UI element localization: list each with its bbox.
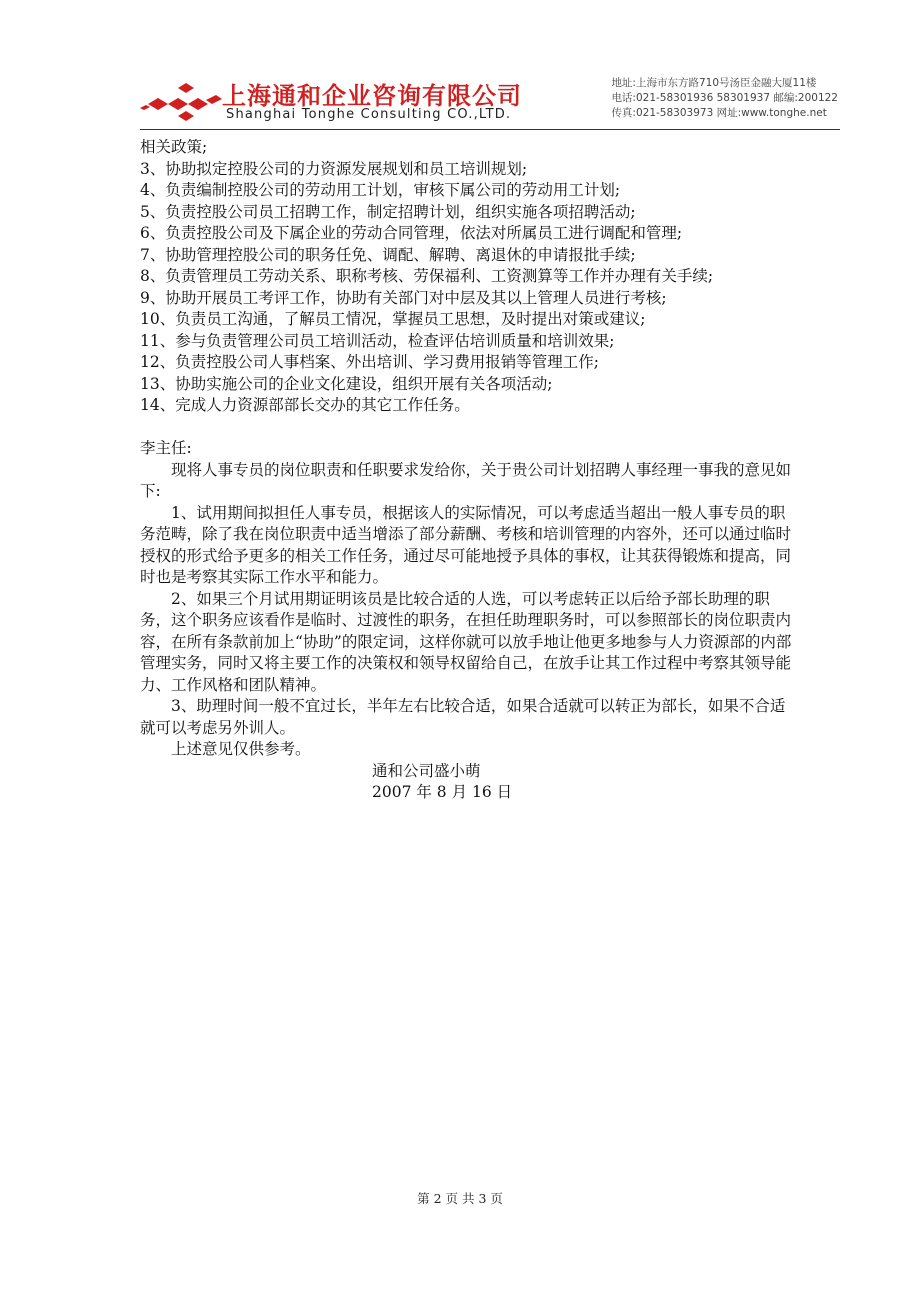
header-divider — [140, 129, 840, 130]
duty-line: 相关政策; — [140, 138, 208, 156]
letter-signature: 通和公司盛小萌 — [372, 761, 481, 780]
letter-intro: 现将人事专员的岗位职责和任职要求发给你，关于贵公司计划招聘人事经理一事我的意见如下: — [140, 460, 792, 500]
duty-line: 14、完成人力资源部部长交办的其它工作任务。 — [140, 396, 470, 414]
duty-line: 6、负责控股公司及下属企业的劳动合同管理，依法对所属员工进行调配和管理; — [140, 224, 683, 242]
fax-text: 传真:021-58303973 网址:www.tonghe.net — [611, 107, 827, 119]
letter-point-2: 2、如果三个月试用期证明该员是比较合适的人选，可以考虑转正以后给予部长助理的职务，这个职务应该看作是临时、过渡性的职务，在担任助理职务时，可以参照部长的岗位职责内容，在所有条款前加上“协助”的限定词，这样你就可以放手地让他更多地参与人力资源部的内部管理实务，同时又将主要工作的决策权和领导权留给自己，在放手让其工作过程中考察其领导能力、工作风格和团队精神。 — [140, 589, 792, 694]
letterhead — [140, 70, 840, 128]
duty-line: 4、负责编制控股公司的劳动用工计划，审核下属公司的劳动用工计划; — [140, 181, 621, 199]
page-number: 第 2 页 共 3 页 — [417, 1191, 503, 1206]
company-logo-icon — [140, 76, 222, 124]
letter-point-3: 3、助理时间一般不宜过长，半年左右比较合适，如果合适就可以转正为部长，如果不合适就可以考虑另外训人。 — [140, 697, 786, 737]
duty-line: 9、协助开展员工考评工作，协助有关部门对中层及其以上管理人员进行考核; — [140, 288, 667, 307]
contact-block — [611, 76, 838, 121]
duty-line: 7、协助管理控股公司的职务任免、调配、解聘、离退休的申请报批手续; — [140, 245, 636, 264]
letter-salutation: 李主任: — [140, 439, 192, 457]
letter-date: 2007 年 8 月 16 日 — [372, 783, 513, 801]
duty-line: 5、负责控股公司员工招聘工作，制定招聘计划，组织实施各项招聘活动; — [140, 202, 636, 221]
duty-line: 8、负责管理员工劳动关系、职称考核、劳保福利、工资测算等工作并办理有关手续; — [140, 267, 714, 285]
phone-text: 电话:021-58301936 58301937 邮编:200122 — [611, 92, 838, 104]
address-text: 地址:上海市东方路710号汤臣金融大厦11楼 — [611, 77, 817, 89]
duty-line: 10、负责员工沟通，了解员工情况，掌握员工思想，及时提出对策或建议; — [140, 310, 646, 328]
document-body — [140, 137, 800, 804]
company-name-en: Shanghai Tonghe Consulting CO.,LTD. — [226, 107, 512, 122]
duty-line: 11、参与负责管理公司员工培训活动，检查评估培训质量和培训效果; — [140, 331, 615, 350]
duty-line: 13、协助实施公司的企业文化建设，组织开展有关各项活动; — [140, 374, 553, 393]
duty-line: 3、协助拟定控股公司的力资源发展规划和员工培训规划; — [140, 159, 528, 178]
letter-point-1: 1、试用期间拟担任人事专员，根据该人的实际情况，可以考虑适当超出一般人事专员的职务范畴，除了我在岗位职责中适当增添了部分薪酬、考核和培训管理的内容外，还可以通过临时授权的形式给予更多的相关工作任务，通过尽可能地授予具体的事权，让其获得锻炼和提高，同时也是考察其实际工作水平和能力。 — [140, 503, 792, 586]
duty-line: 12、负责控股公司人事档案、外出培训、学习费用报销等管理工作; — [140, 353, 599, 371]
letter-closing: 上述意见仅供参考。 — [171, 740, 311, 758]
spacer — [140, 417, 800, 439]
company-name-cn: 上海通和企业咨询有限公司 — [222, 82, 522, 110]
